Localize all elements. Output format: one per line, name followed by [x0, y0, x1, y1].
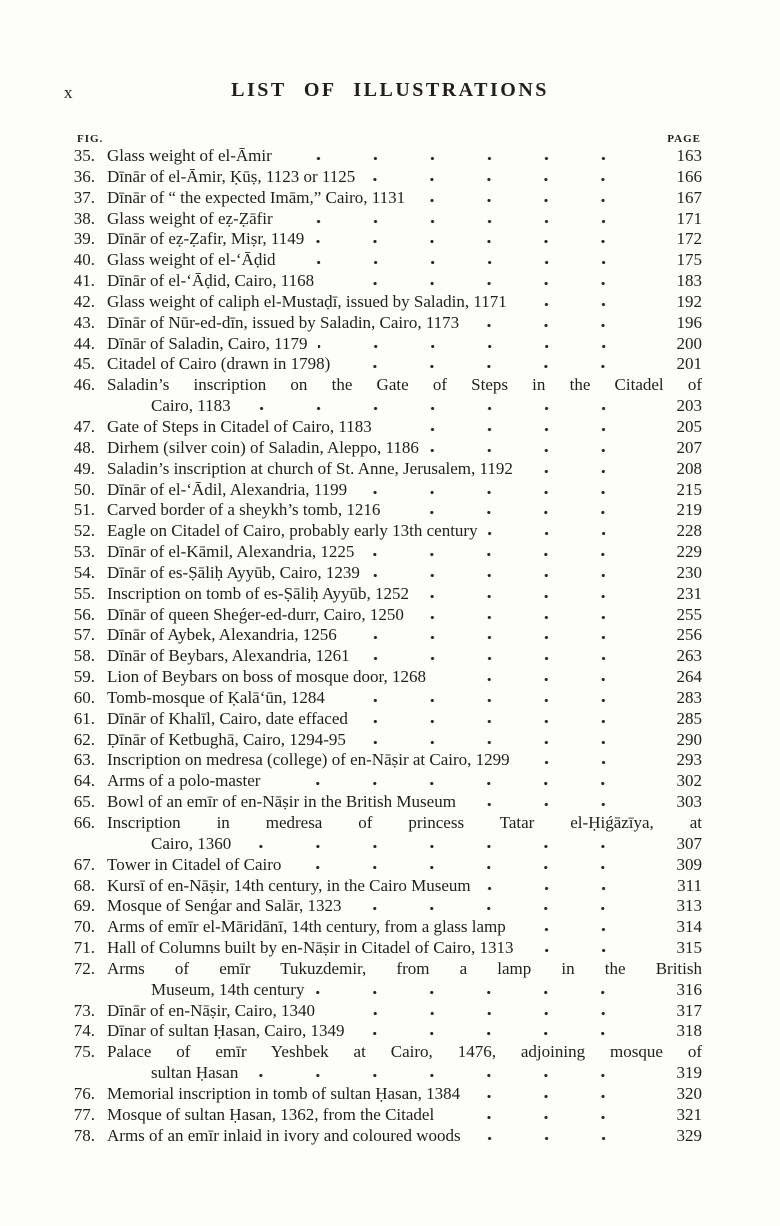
figure-number: 42. — [73, 291, 95, 311]
page-number: 228 — [676, 521, 702, 541]
toc-entry — [72, 917, 702, 938]
entry-text: Museum, 14th century — [151, 979, 305, 999]
entry-text: Dirhem (silver coin) of Saladin, Aleppo, 1186 — [107, 437, 419, 457]
dot-leader — [429, 439, 658, 453]
toc-entry — [72, 438, 702, 459]
dot-leader — [318, 335, 659, 349]
figure-number: 64. — [73, 771, 95, 791]
figure-number: 38. — [73, 208, 95, 228]
entry-text: Ḍīnār of Ketbughā, Cairo, 1294-95 — [107, 729, 346, 749]
page-number: 219 — [676, 500, 702, 520]
toc-entry — [72, 292, 702, 313]
toc-entry — [72, 500, 702, 521]
toc-entry — [72, 271, 702, 292]
figure-number: 57. — [73, 625, 95, 645]
figure-number: 55. — [73, 583, 95, 603]
toc-entry — [72, 521, 702, 542]
entry-text: Dīnār of eẓ-Ẓafir, Miṣr, 1149 — [107, 229, 305, 249]
toc-entry — [72, 980, 702, 1001]
page-number: 318 — [676, 1021, 702, 1041]
toc-entry — [72, 1063, 702, 1084]
dot-leader — [286, 251, 658, 265]
dot-leader — [469, 314, 658, 328]
dot-leader — [325, 1002, 658, 1016]
page-number: 309 — [676, 854, 702, 874]
toc-entry — [72, 334, 702, 355]
page-number: 200 — [676, 333, 702, 353]
toc-entry — [72, 834, 702, 855]
entry-text: Memorial inscription in tomb of sultan Ḥasan, 1384 — [107, 1083, 461, 1103]
toc-entry — [72, 1105, 702, 1126]
page-title: LIST OF ILLUSTRATIONS — [231, 79, 549, 101]
entry-text: Eagle on Citadel of Cairo, probably early 13th century — [107, 521, 478, 541]
toc-entry — [72, 938, 702, 959]
entry-text: Dīnār of Khalīl, Cairo, date effaced — [107, 708, 348, 728]
entry-text: Dīnār of es-Ṣāliḥ Ayyūb, Cairo, 1239 — [107, 562, 360, 582]
figure-number: 71. — [73, 938, 95, 958]
figure-number: 78. — [73, 1125, 95, 1145]
dot-leader — [347, 626, 658, 640]
page-number: 256 — [676, 625, 702, 645]
dot-leader — [444, 1106, 658, 1120]
toc-entry — [72, 480, 702, 501]
page-number: 166 — [676, 166, 702, 186]
toc-entry — [72, 313, 702, 334]
figure-number: 70. — [73, 917, 95, 937]
page-column-header: PAGE — [667, 133, 701, 145]
toc-entry — [72, 250, 702, 271]
dot-leader — [360, 647, 658, 661]
page-number: 230 — [676, 562, 702, 582]
figure-number: 73. — [73, 1000, 95, 1020]
entry-text: Inscription on tomb of es-Ṣāliḥ Ayyūb, 1252 — [107, 583, 410, 603]
toc-entry — [72, 459, 702, 480]
page-number: 215 — [676, 479, 702, 499]
entry-text: Dīnār of el-Āmir, Ḳūṣ, 1123 or 1125 — [107, 166, 356, 186]
entry-text: Glass weight of eẓ-Ẓāfir — [107, 208, 273, 228]
dot-leader — [358, 710, 658, 724]
entry-text: Saladin’s inscription at church of St. Anne, Jerusalem, 1192 — [107, 458, 513, 478]
entry-text: Tomb-mosque of Ḳalā‘ūn, 1284 — [107, 687, 325, 707]
entry-text: Dīnār of Beybars, Alexandria, 1261 — [107, 646, 350, 666]
page-number: 172 — [676, 229, 702, 249]
toc-entry — [72, 771, 702, 792]
toc-entry — [72, 709, 702, 730]
dot-leader — [248, 1064, 658, 1078]
toc-entry — [72, 792, 702, 813]
page-number: 183 — [676, 271, 702, 291]
page-number: 293 — [676, 750, 702, 770]
entry-text: Dīnār of el-Kāmil, Alexandria, 1225 — [107, 542, 355, 562]
dot-leader — [470, 1085, 658, 1099]
figure-number: 63. — [73, 750, 95, 770]
column-headers — [77, 133, 701, 145]
figure-number: 77. — [73, 1104, 95, 1124]
toc-entry — [72, 584, 702, 605]
dot-leader — [357, 481, 658, 495]
folio-number: x — [64, 83, 73, 102]
entry-text: Arms of emīr Tukuzdemir, from a lamp in the British — [107, 958, 702, 978]
figure-number: 62. — [73, 729, 95, 749]
dot-leader — [270, 772, 658, 786]
entry-text: Glass weight of el-Āmir — [107, 146, 272, 165]
figure-number: 40. — [73, 250, 95, 270]
dot-leader — [419, 585, 658, 599]
page-number: 171 — [676, 208, 702, 228]
page-number: 205 — [676, 416, 702, 436]
dot-leader — [356, 731, 658, 745]
toc-entry — [72, 876, 702, 897]
page-number: 192 — [676, 291, 702, 311]
toc-entry — [72, 1042, 702, 1063]
toc-entry — [72, 896, 702, 917]
toc-list — [72, 146, 702, 1147]
page-number: 283 — [676, 687, 702, 707]
page-number: 311 — [677, 875, 702, 895]
figure-number: 36. — [73, 166, 95, 186]
toc-entry — [72, 667, 702, 688]
dot-leader — [314, 230, 658, 244]
toc-entry — [72, 209, 702, 230]
figure-number: 45. — [73, 354, 95, 374]
dot-leader — [481, 877, 658, 891]
fig-column-header: FIG. — [77, 133, 104, 145]
entry-text: Hall of Columns built by en-Nāṣir in Citadel of Cairo, 1313 — [107, 938, 514, 958]
toc-entry — [72, 542, 702, 563]
figure-number: 56. — [73, 604, 95, 624]
dot-leader — [282, 147, 658, 161]
dot-leader — [382, 418, 658, 432]
figure-number: 68. — [73, 875, 95, 895]
dot-leader — [488, 522, 658, 536]
entry-text: Palace of emīr Yeshbek at Cairo, 1476, adjoining mosque of — [107, 1042, 702, 1062]
entry-text: Dīnār of “ the expected Imām,” Cairo, 1131 — [107, 187, 406, 207]
dot-leader — [471, 1127, 658, 1141]
dot-leader — [283, 210, 658, 224]
dot-leader — [517, 293, 658, 307]
figure-number: 37. — [73, 187, 95, 207]
entry-text: Dīnār of en-Nāṣir, Cairo, 1340 — [107, 1000, 315, 1020]
entry-text: Gate of Steps in Citadel of Cairo, 1183 — [107, 416, 372, 436]
dot-leader — [415, 189, 658, 203]
page-number: 290 — [676, 729, 702, 749]
figure-number: 44. — [73, 333, 95, 353]
figure-number: 74. — [73, 1021, 95, 1041]
entry-text: Citadel of Cairo (drawn in 1798) — [107, 354, 331, 374]
page-number: 208 — [676, 458, 702, 478]
toc-entry — [72, 625, 702, 646]
figure-number: 51. — [73, 500, 95, 520]
entry-text: Arms of emīr el-Māridānī, 14th century, from a glass lamp — [107, 917, 506, 937]
page-number: 307 — [676, 833, 702, 853]
entry-text: Tower in Citadel of Cairo — [107, 854, 282, 874]
page-number: 303 — [676, 792, 702, 812]
dot-leader — [414, 606, 658, 620]
entry-text: Dīnār of queen Sheǵer-ed-durr, Cairo, 1250 — [107, 604, 404, 624]
page-number: 313 — [676, 896, 702, 916]
dot-leader — [516, 918, 658, 932]
dot-leader — [340, 355, 658, 369]
toc-entry — [72, 167, 702, 188]
dot-leader — [354, 1022, 658, 1036]
toc-entry — [72, 855, 702, 876]
dot-leader — [365, 168, 658, 182]
page-number: 255 — [676, 604, 702, 624]
toc-entry — [72, 229, 702, 250]
figure-number: 52. — [73, 521, 95, 541]
dot-leader — [436, 668, 658, 682]
dot-leader — [335, 689, 658, 703]
page-number: 207 — [676, 437, 702, 457]
page-number: 163 — [676, 146, 702, 165]
toc-entry — [72, 1001, 702, 1022]
entry-text: Dīnār of el-‘Āḍid, Cairo, 1168 — [107, 271, 315, 291]
entry-text: Glass weight of el-‘Āḍid — [107, 250, 276, 270]
dot-leader — [370, 564, 658, 578]
entry-text: Lion of Beybars on boss of mosque door, 1268 — [107, 667, 426, 687]
entry-text: sultan Ḥasan — [151, 1063, 239, 1083]
toc-entry — [72, 354, 702, 375]
entry-text: Dīnār of Saladin, Cairo, 1179 — [107, 333, 308, 353]
page-number: 231 — [676, 583, 702, 603]
figure-number: 43. — [73, 312, 95, 332]
figure-number: 75. — [73, 1042, 95, 1062]
entry-text: Cairo, 1360 — [151, 833, 232, 853]
entry-text: Dīnār of el-‘Ādil, Alexandria, 1199 — [107, 479, 348, 499]
toc-entry — [72, 959, 702, 980]
figure-number: 61. — [73, 708, 95, 728]
figure-number: 67. — [73, 854, 95, 874]
figure-number: 65. — [73, 792, 95, 812]
figure-number: 76. — [73, 1083, 95, 1103]
page-number: 229 — [676, 542, 702, 562]
toc-entry — [72, 688, 702, 709]
toc-entry — [72, 646, 702, 667]
entry-text: Dīnār of Nūr-ed-dīn, issued by Saladin, Cairo, 1173 — [107, 312, 460, 332]
entry-text: Dīnār of Aybek, Alexandria, 1256 — [107, 625, 337, 645]
page-number: 329 — [676, 1125, 702, 1145]
figure-number: 39. — [73, 229, 95, 249]
dot-leader — [324, 272, 658, 286]
dot-leader — [241, 397, 658, 411]
entry-text: Inscription on medresa (college) of en-Nāṣir at Cairo, 1299 — [107, 750, 510, 770]
figure-number: 41. — [73, 271, 95, 291]
entry-text: Bowl of an emīr of en-Nāṣir in the British Museum — [107, 792, 456, 812]
toc-entry — [72, 417, 702, 438]
page-number: 167 — [676, 187, 702, 207]
dot-leader — [314, 981, 658, 995]
toc-entry — [72, 396, 702, 417]
toc-entry — [72, 750, 702, 771]
toc-entry — [72, 375, 702, 396]
page-number: 285 — [676, 708, 702, 728]
toc-entry — [72, 563, 702, 584]
figure-number: 46. — [73, 375, 95, 395]
figure-number: 59. — [73, 667, 95, 687]
entry-text: Arms of a polo-master — [107, 771, 261, 791]
toc-entry — [72, 146, 702, 167]
page-header — [0, 79, 780, 105]
figure-number: 58. — [73, 646, 95, 666]
figure-number: 66. — [73, 813, 95, 832]
figure-number: 53. — [73, 542, 95, 562]
toc-entry — [72, 1084, 702, 1105]
toc-entry — [72, 730, 702, 751]
toc-entry — [72, 605, 702, 626]
dot-leader — [351, 897, 658, 911]
toc-entry — [72, 1126, 702, 1147]
figure-number: 54. — [73, 562, 95, 582]
dot-leader — [524, 939, 658, 953]
figure-number: 47. — [73, 416, 95, 436]
figure-number: 48. — [73, 437, 95, 457]
entry-text: Glass weight of caliph el-Mustaḍī, issued by Saladin, 1171 — [107, 291, 507, 311]
entry-text: Mosque of sultan Ḥasan, 1362, from the Citadel — [107, 1104, 435, 1124]
dot-leader — [291, 856, 658, 870]
figure-number: 60. — [73, 687, 95, 707]
page-number: 196 — [676, 312, 702, 332]
figure-number: 49. — [73, 458, 95, 478]
page-number: 321 — [676, 1104, 702, 1124]
figure-number: 35. — [73, 146, 95, 165]
page-number: 316 — [676, 979, 702, 999]
entry-text: Saladin’s inscription on the Gate of Steps in the Citadel of — [107, 375, 702, 395]
dot-leader — [520, 751, 658, 765]
page-number: 263 — [676, 646, 702, 666]
figure-number: 50. — [73, 479, 95, 499]
page-number: 317 — [676, 1000, 702, 1020]
dot-leader — [523, 460, 658, 474]
figure-number: 72. — [73, 958, 95, 978]
page-number: 314 — [676, 917, 702, 937]
entry-text: Kursī of en-Nāṣir, 14th century, in the Cairo Museum — [107, 875, 471, 895]
page-number: 201 — [676, 354, 702, 374]
toc-entry — [72, 813, 702, 834]
entry-text: Arms of an emīr inlaid in ivory and coloured woods — [107, 1125, 461, 1145]
page-number: 320 — [676, 1083, 702, 1103]
entry-text: Dīnar of sultan Ḥasan, Cairo, 1349 — [107, 1021, 345, 1041]
page-number: 319 — [676, 1063, 702, 1083]
figure-number: 69. — [73, 896, 95, 916]
entry-text: Mosque of Senǵar and Salār, 1323 — [107, 896, 342, 916]
dot-leader — [241, 835, 658, 849]
page-number: 302 — [676, 771, 702, 791]
page-number: 315 — [676, 938, 702, 958]
dot-leader — [466, 793, 658, 807]
dot-leader — [390, 501, 658, 515]
entry-text: Cairo, 1183 — [151, 396, 231, 416]
page-number: 175 — [676, 250, 702, 270]
entry-text: Inscription in medresa of princess Tatar el-Ḥiǵāzīya, at — [107, 813, 702, 832]
toc-entry — [72, 188, 702, 209]
page-number: 203 — [676, 396, 702, 416]
dot-leader — [364, 543, 658, 557]
entry-text: Carved border of a sheykh’s tomb, 1216 — [107, 500, 381, 520]
page-number: 264 — [676, 667, 702, 687]
toc-entry — [72, 1021, 702, 1042]
